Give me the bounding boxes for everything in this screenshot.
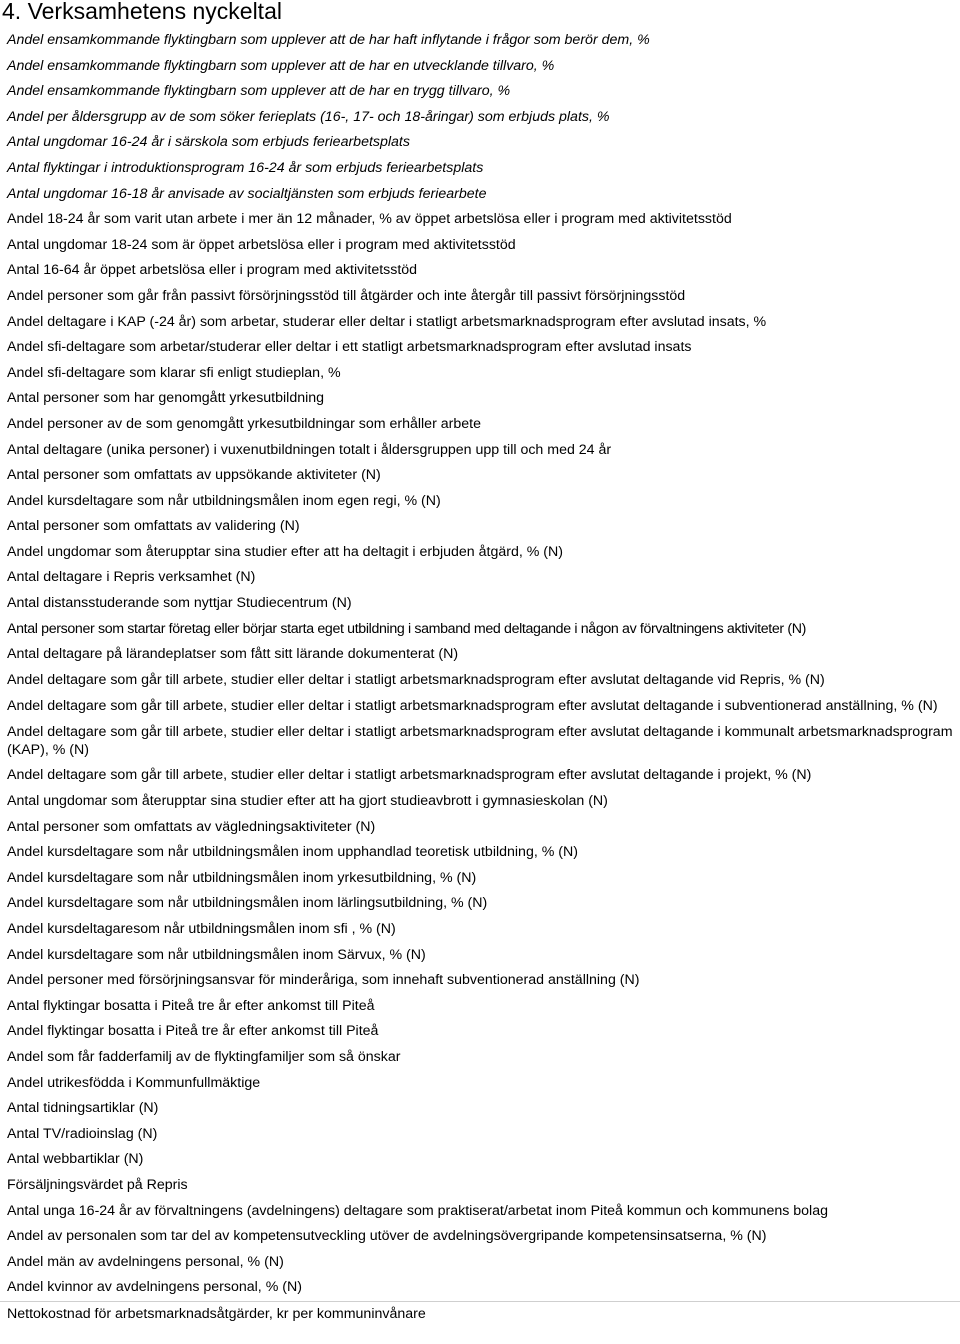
indicator-row: Andel kursdeltagaresom når utbildningsmålen inom sfi , % (N): [7, 921, 396, 937]
section-title: 4. Verksamhetens nyckeltal: [2, 0, 282, 24]
indicator-list: [0, 28, 960, 1328]
indicator-row: Andel utrikesfödda i Kommunfullmäktige: [7, 1074, 261, 1091]
indicator-row: Antal personer som startar företag eller börjar starta eget utbildning i samband med deltagande i någon av förvaltningens aktiviteter (N): [7, 620, 807, 637]
indicator-row: Andel 18-24 år som varit utan arbete i mer än 12 månader, % av öppet arbetslösa eller i program med aktivitetsstöd: [7, 211, 732, 228]
indicator-row: Andel sfi-deltagare som arbetar/studerar eller deltar i ett statligt arbetsmarknadsprogram efter avslutad insats: [7, 339, 692, 356]
indicator-row: Andel män av avdelningens personal, % (N): [7, 1253, 284, 1270]
indicator-row: Antal deltagare (unika personer) i vuxenutbildningen totalt i åldersgruppen upp till och med 24 år: [7, 441, 612, 458]
indicator-row: Försäljningsvärdet på Repris: [7, 1176, 188, 1193]
indicator-row: Antal ungdomar 16-24 år i särskola som erbjuds feriearbetsplats: [7, 134, 410, 151]
indicator-row: Andel personer av de som genomgått yrkesutbildningar som erhåller arbete: [7, 415, 481, 432]
indicator-row: Andel deltagare som går till arbete, studier eller deltar i statligt arbetsmarknadsprogram efter avslutat deltagande i projekt, % (N): [7, 767, 812, 784]
indicator-row: Andel kursdeltagare som når utbildningsmålen inom yrkesutbildning, % (N): [7, 869, 477, 886]
indicator-row: Andel personer som går från passivt försörjningsstöd till åtgärder och inte återgår till passivt försörjningsstöd: [7, 287, 686, 304]
indicator-row: Antal ungdomar som återupptar sina studier efter att ha gjort studieavbrott i gymnasieskolan (N): [7, 793, 608, 810]
indicator-row: Antal ungdomar 16-18 år anvisade av socialtjänsten som erbjuds feriearbete: [7, 185, 487, 202]
indicator-row: Andel per åldersgrupp av de som söker ferieplats (16-, 17- och 18-åringar) som erbjuds plats, %: [7, 108, 610, 125]
indicator-row: Andel deltagare som går till arbete, studier eller deltar i statligt arbetsmarknadsprogram efter avslutat deltagande i kommunalt arbetsmarknadsprogram (KAP), % (N): [7, 724, 953, 759]
indicator-row: Antal TV/radioinslag (N): [7, 1125, 158, 1142]
indicator-row: Andel kursdeltagare som når utbildningsmålen inom upphandlad teoretisk utbildning, % (N): [7, 844, 578, 861]
indicator-row: Andel som får fadderfamilj av de flyktingfamiljer som så önskar: [7, 1048, 401, 1065]
indicator-row: Antal 16-64 år öppet arbetslösa eller i program med aktivitetsstöd: [7, 262, 418, 279]
indicator-row: Antal flyktingar bosatta i Piteå tre år efter ankomst till Piteå: [7, 997, 375, 1014]
indicator-row: Andel ensamkommande flyktingbarn som upplever att de har haft inflytande i frågor som berör dem, %: [7, 32, 650, 48]
indicator-row: Antal deltagare på lärandeplatser som fått sitt lärande dokumenterat (N): [7, 646, 459, 663]
indicator-row: Andel kvinnor av avdelningens personal, % (N): [7, 1279, 302, 1296]
indicator-row: Antal unga 16-24 år av förvaltningens (avdelningens) deltagare som praktiserat/arbetat inom Piteå kommun och kommunens bolag: [7, 1202, 828, 1219]
indicator-row: Antal personer som omfattats av validering (N): [7, 518, 300, 535]
indicator-row: Antal personer som omfattats av uppsökande aktiviteter (N): [7, 467, 381, 484]
indicator-row: Antal ungdomar 18-24 som är öppet arbetslösa eller i program med aktivitetsstöd: [7, 236, 516, 253]
indicator-row: Andel deltagare som går till arbete, studier eller deltar i statligt arbetsmarknadsprogram efter avslutat deltagande i subventionerad anställning, % (N): [7, 698, 938, 715]
indicator-row: Andel ungdomar som återupptar sina studier efter att ha deltagit i erbjuden åtgärd, % (N): [7, 543, 563, 560]
indicator-row: Andel av personalen som tar del av kompetensutveckling utöver de avdelningsövergripande kompetensinsatserna, % (N): [7, 1228, 767, 1245]
indicator-row: Antal distansstuderande som nyttjar Studiecentrum (N): [7, 595, 352, 612]
indicator-row: Antal personer som har genomgått yrkesutbildning: [7, 390, 325, 407]
indicator-row: Andel personer med försörjningsansvar för minderåriga, som innehaft subventionerad anställning (N): [7, 972, 640, 989]
indicator-row: Antal webbartiklar (N): [7, 1151, 144, 1168]
indicator-row: Andel deltagare som går till arbete, studier eller deltar i statligt arbetsmarknadsprogram efter avslutat deltagande vid Repris, % (N): [7, 671, 825, 688]
indicator-row: Antal flyktingar i introduktionsprogram 16-24 år som erbjuds feriearbetsplats: [7, 159, 484, 176]
indicator-row: Andel sfi-deltagare som klarar sfi enligt studieplan, %: [7, 364, 341, 381]
indicator-row: Andel kursdeltagare som når utbildningsmålen inom lärlingsutbildning, % (N): [7, 895, 488, 912]
indicator-row: Andel deltagare i KAP (-24 år) som arbetar, studerar eller deltar i statligt arbetsmarknadsprogram efter avslutad insats, %: [7, 313, 767, 330]
indicator-row: Andel ensamkommande flyktingbarn som upplever att de har en trygg tillvaro, %: [7, 83, 511, 100]
indicator-row: Antal tidningsartiklar (N): [7, 1100, 159, 1117]
indicator-row: Nettokostnad för arbetsmarknadsåtgärder, kr per kommuninvånare: [0, 1301, 960, 1328]
indicator-row: Andel kursdeltagare som når utbildningsmålen inom Särvux, % (N): [7, 946, 426, 963]
indicator-row: Antal deltagare i Repris verksamhet (N): [7, 569, 256, 586]
indicator-row: Andel kursdeltagare som når utbildningsmålen inom egen regi, % (N): [7, 492, 441, 509]
indicator-row: Andel ensamkommande flyktingbarn som upplever att de har en utvecklande tillvaro, %: [7, 57, 555, 74]
indicator-row: Andel flyktingar bosatta i Piteå tre år efter ankomst till Piteå: [7, 1023, 379, 1040]
indicator-row: Antal personer som omfattats av vägledningsaktiviteter (N): [7, 818, 376, 835]
